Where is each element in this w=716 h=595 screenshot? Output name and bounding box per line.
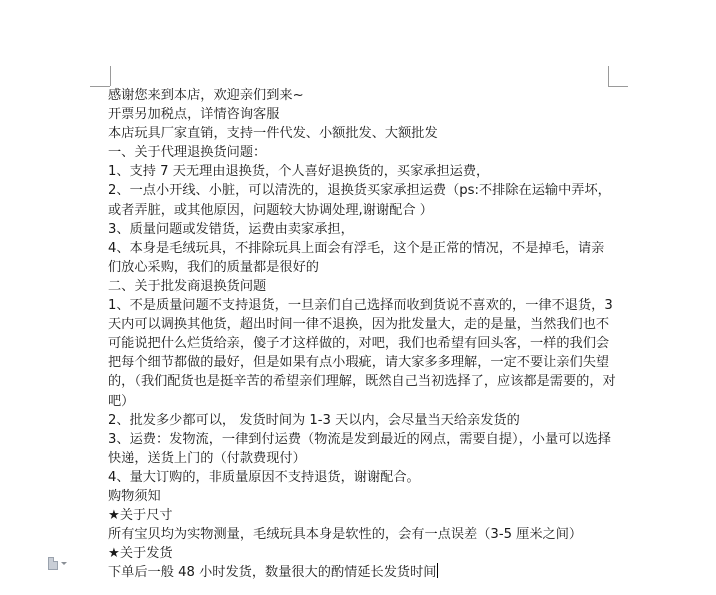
paragraph-agent-rule-3: 3、质量问题或发错货，运费由卖家承担， <box>108 221 354 237</box>
paragraph-shipping-note <box>108 563 616 582</box>
document-body[interactable] <box>108 86 616 582</box>
paragraph-wholesale-rule-4: 4、量大订购的，非质量原因不支持退货，谢谢配合。 <box>108 469 420 485</box>
chevron-down-icon <box>61 562 67 565</box>
heading-wholesale-returns: 二、关于批发商退换货问题 <box>108 278 267 294</box>
paragraph-wholesale-rule-1: 1、不是质量问题不支持退货，一旦亲们自己选择而收到货说不喜欢的，一律不退货，3 天内可以调换其他货，超出时间一律不退换，因为批发量大，走的是量，当然我们也不可能说把什么烂货给亲，傻子才这样做的，对吧，我们也希望有回头客，一样的我们会把每个细节都做的最好，但是如果有点小瑕疵，请大家多多理解，一定不要让亲们失望的，（我们配货也是挺辛苦的希望亲们理解，既然自己当初选择了，应该都是需要的，对吧） <box>108 298 616 409</box>
paste-options-button[interactable] <box>48 556 67 570</box>
paragraph-agent-rule-2: 2、一点小开线、小脏，可以清洗的，退换货买家承担运费（ps:不排除在运输中弄坏，或者弄脏，或其他原因，问题较大协调处理,谢谢配合 ） <box>108 183 611 218</box>
paragraph-welcome: 感谢您来到本店，欢迎亲们到来~ <box>108 88 304 103</box>
paragraph-size-note: 所有宝贝均为实物测量，毛绒玩具本身是软性的，会有一点误差（3-5 厘米之间） <box>108 527 583 543</box>
paragraph-wholesale-rule-3: 3、运费：发物流，一律到付运费（物流是发到最近的网点，需要自提），小量可以选择快递，送货上门的（付款费现付） <box>108 431 611 466</box>
heading-about-size: ★关于尺寸 <box>108 508 173 524</box>
crop-mark-top-right-vertical <box>608 66 609 86</box>
paragraph-shipping-text: 下单后一般 48 小时发货，数量很大的酌情延长发货时间 <box>108 565 437 581</box>
paragraph-invoice: 开票另加税点，详情咨询客服 <box>108 107 280 123</box>
paragraph-factory-direct: 本店玩具厂家直销，支持一件代发、小额批发、大额批发 <box>108 126 438 142</box>
crop-mark-top-left-horizontal <box>90 86 110 87</box>
paragraph-agent-rule-4: 4、本身是毛绒玩具，不排除玩具上面会有浮毛，这个是正常的情况，不是掉毛，请亲们放心采购，我们的质量都是很好的 <box>108 240 605 275</box>
paragraph-agent-rule-1: 1、支持 7 天无理由退换货，个人喜好退换货的，买家承担运费， <box>108 164 490 180</box>
paste-options-icon <box>48 557 58 570</box>
text-cursor <box>437 563 438 578</box>
heading-shopping-notes: 购物须知 <box>108 488 161 504</box>
crop-mark-top-left-vertical <box>110 66 111 86</box>
paragraph-wholesale-rule-2: 2、批发多少都可以， 发货时间为 1-3 天以内，会尽量当天给亲发货的 <box>108 412 520 428</box>
heading-about-shipping: ★关于发货 <box>108 546 173 562</box>
heading-agent-returns: 一、关于代理退换货问题： <box>108 145 267 161</box>
